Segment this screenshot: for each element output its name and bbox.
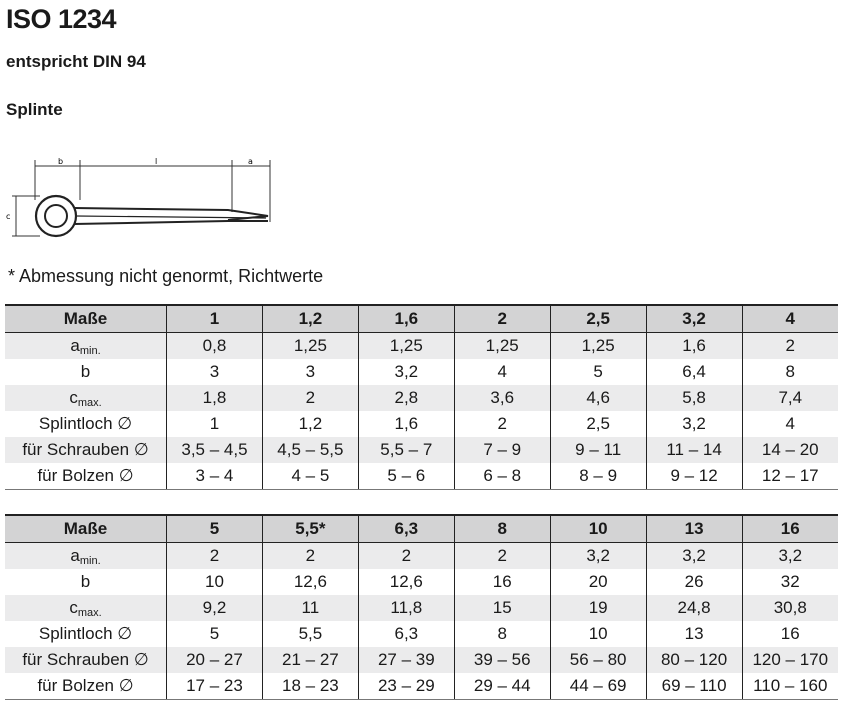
table-cell: 12,6 bbox=[262, 569, 358, 595]
table-row bbox=[5, 595, 838, 621]
table-cell: 12,6 bbox=[358, 569, 454, 595]
page-title: ISO 1234 bbox=[6, 4, 117, 34]
table-cell: 20 – 27 bbox=[167, 647, 263, 673]
table-row bbox=[5, 385, 838, 411]
table-cell: 6 – 8 bbox=[454, 463, 550, 490]
row-label-text: für Bolzen ∅ bbox=[37, 676, 134, 695]
table-cell: 16 bbox=[454, 569, 550, 595]
table-cell: 9 – 11 bbox=[550, 437, 646, 463]
table-cell: 2 bbox=[262, 385, 358, 411]
size-header: 1 bbox=[167, 305, 263, 333]
table-cell: 5,5 – 7 bbox=[358, 437, 454, 463]
table-cell: 3,2 bbox=[646, 543, 742, 570]
table-cell: 1,6 bbox=[358, 411, 454, 437]
table-cell: 4,6 bbox=[550, 385, 646, 411]
row-label-text: für Schrauben ∅ bbox=[22, 440, 149, 459]
size-header: 6,3 bbox=[358, 515, 454, 543]
table-cell: 7,4 bbox=[742, 385, 838, 411]
table-cell: 10 bbox=[550, 621, 646, 647]
table-row bbox=[5, 543, 838, 570]
size-header: 8 bbox=[454, 515, 550, 543]
size-header: 5,5* bbox=[262, 515, 358, 543]
size-header: 16 bbox=[742, 515, 838, 543]
size-header: 13 bbox=[646, 515, 742, 543]
row-label bbox=[5, 437, 167, 463]
table-cell: 2 bbox=[742, 333, 838, 360]
row-label-text: b bbox=[80, 362, 91, 381]
header-label: Maße bbox=[5, 305, 167, 333]
table-cell: 2,5 bbox=[550, 411, 646, 437]
table-cell: 11 – 14 bbox=[646, 437, 742, 463]
table-cell: 14 – 20 bbox=[742, 437, 838, 463]
table-row bbox=[5, 621, 838, 647]
table-cell: 26 bbox=[646, 569, 742, 595]
dimension-table-1 bbox=[5, 304, 838, 490]
row-label bbox=[5, 385, 167, 411]
table-cell: 11 bbox=[262, 595, 358, 621]
table-cell: 1,25 bbox=[262, 333, 358, 360]
table-cell: 39 – 56 bbox=[454, 647, 550, 673]
table-cell: 3 bbox=[262, 359, 358, 385]
row-label-subscript: min. bbox=[79, 554, 101, 567]
row-label-text: Splintloch ∅ bbox=[38, 414, 133, 433]
table-cell: 6,4 bbox=[646, 359, 742, 385]
table-cell: 3,2 bbox=[550, 543, 646, 570]
row-label bbox=[5, 569, 167, 595]
table-row bbox=[5, 673, 838, 700]
table-cell: 2 bbox=[167, 543, 263, 570]
table-cell: 3,2 bbox=[358, 359, 454, 385]
standard-reference: entspricht DIN 94 bbox=[6, 52, 146, 71]
table-cell: 24,8 bbox=[646, 595, 742, 621]
table-cell: 2,8 bbox=[358, 385, 454, 411]
row-label-text: a bbox=[70, 545, 80, 565]
table-cell: 4,5 – 5,5 bbox=[262, 437, 358, 463]
table-cell: 7 – 9 bbox=[454, 437, 550, 463]
table-cell: 1 bbox=[167, 411, 263, 437]
table-cell: 32 bbox=[742, 569, 838, 595]
row-label-text: c bbox=[69, 597, 78, 617]
dimension-b-label: b bbox=[58, 157, 64, 166]
footnote: * Abmessung nicht genormt, Richtwerte bbox=[8, 266, 324, 286]
table-cell: 5,5 bbox=[262, 621, 358, 647]
table-cell: 17 – 23 bbox=[167, 673, 263, 700]
table-cell: 3 bbox=[167, 359, 263, 385]
table-cell: 8 bbox=[454, 621, 550, 647]
table-cell: 21 – 27 bbox=[262, 647, 358, 673]
table-cell: 3,5 – 4,5 bbox=[167, 437, 263, 463]
row-label-subscript: min. bbox=[79, 344, 101, 357]
size-header: 5 bbox=[167, 515, 263, 543]
table-cell: 15 bbox=[454, 595, 550, 621]
table-cell: 3 – 4 bbox=[167, 463, 263, 490]
size-header: 3,2 bbox=[646, 305, 742, 333]
table-cell: 69 – 110 bbox=[646, 673, 742, 700]
row-label bbox=[5, 543, 167, 570]
table-cell: 110 – 160 bbox=[742, 673, 838, 700]
table-cell: 1,2 bbox=[262, 411, 358, 437]
row-label-text: b bbox=[80, 572, 91, 591]
row-label bbox=[5, 463, 167, 490]
table-cell: 4 bbox=[742, 411, 838, 437]
row-label bbox=[5, 359, 167, 385]
table-row bbox=[5, 647, 838, 673]
row-label-text: für Schrauben ∅ bbox=[22, 650, 149, 669]
table-cell: 4 – 5 bbox=[262, 463, 358, 490]
table-header-row bbox=[5, 515, 838, 543]
row-label bbox=[5, 673, 167, 700]
row-label bbox=[5, 647, 167, 673]
row-label-subscript: max. bbox=[77, 396, 102, 409]
table-header-row bbox=[5, 305, 838, 333]
size-header: 2 bbox=[454, 305, 550, 333]
table-cell: 29 – 44 bbox=[454, 673, 550, 700]
table-cell: 9 – 12 bbox=[646, 463, 742, 490]
table-cell: 80 – 120 bbox=[646, 647, 742, 673]
row-label bbox=[5, 411, 167, 437]
row-label-subscript: max. bbox=[77, 606, 102, 619]
table-cell: 3,2 bbox=[646, 411, 742, 437]
table-cell: 2 bbox=[454, 411, 550, 437]
table-cell: 19 bbox=[550, 595, 646, 621]
table-cell: 120 – 170 bbox=[742, 647, 838, 673]
section-heading: Splinte bbox=[6, 100, 63, 119]
table-cell: 23 – 29 bbox=[358, 673, 454, 700]
size-header: 4 bbox=[742, 305, 838, 333]
table-cell: 5 bbox=[550, 359, 646, 385]
table-cell: 5 – 6 bbox=[358, 463, 454, 490]
table-cell: 12 – 17 bbox=[742, 463, 838, 490]
table-cell: 3,6 bbox=[454, 385, 550, 411]
table-cell: 8 bbox=[742, 359, 838, 385]
table-cell: 20 bbox=[550, 569, 646, 595]
header-label: Maße bbox=[5, 515, 167, 543]
table-row bbox=[5, 333, 838, 360]
table-cell: 2 bbox=[358, 543, 454, 570]
size-header: 1,2 bbox=[262, 305, 358, 333]
row-label-text: für Bolzen ∅ bbox=[37, 466, 134, 485]
table-cell: 16 bbox=[742, 621, 838, 647]
row-label-text: c bbox=[69, 387, 78, 407]
table-cell: 1,6 bbox=[646, 333, 742, 360]
table-row bbox=[5, 359, 838, 385]
table-cell: 1,8 bbox=[167, 385, 263, 411]
table-cell: 9,2 bbox=[167, 595, 263, 621]
table-cell: 13 bbox=[646, 621, 742, 647]
dimension-table-2 bbox=[5, 514, 838, 700]
row-label bbox=[5, 333, 167, 360]
table-cell: 5,8 bbox=[646, 385, 742, 411]
table-row bbox=[5, 569, 838, 595]
table-cell: 11,8 bbox=[358, 595, 454, 621]
dimension-a-label: a bbox=[248, 157, 253, 166]
table-cell: 1,25 bbox=[454, 333, 550, 360]
table-cell: 8 – 9 bbox=[550, 463, 646, 490]
row-label bbox=[5, 595, 167, 621]
table-cell: 10 bbox=[167, 569, 263, 595]
row-label bbox=[5, 621, 167, 647]
table-cell: 2 bbox=[262, 543, 358, 570]
table-cell: 44 – 69 bbox=[550, 673, 646, 700]
table-row bbox=[5, 411, 838, 437]
size-header: 1,6 bbox=[358, 305, 454, 333]
table-cell: 0,8 bbox=[167, 333, 263, 360]
row-label-text: a bbox=[70, 335, 80, 355]
table-cell: 18 – 23 bbox=[262, 673, 358, 700]
table-cell: 5 bbox=[167, 621, 263, 647]
dimension-l-label: l bbox=[155, 157, 158, 166]
table-cell: 4 bbox=[454, 359, 550, 385]
table-cell: 1,25 bbox=[358, 333, 454, 360]
table-cell: 30,8 bbox=[742, 595, 838, 621]
cotter-pin-drawing bbox=[0, 150, 280, 250]
table-cell: 1,25 bbox=[550, 333, 646, 360]
table-row bbox=[5, 463, 838, 490]
table-cell: 27 – 39 bbox=[358, 647, 454, 673]
row-label-text: Splintloch ∅ bbox=[38, 624, 133, 643]
size-header: 2,5 bbox=[550, 305, 646, 333]
table-row bbox=[5, 437, 838, 463]
table-cell: 56 – 80 bbox=[550, 647, 646, 673]
dimension-c-label: c bbox=[6, 212, 11, 221]
table-cell: 2 bbox=[454, 543, 550, 570]
table-cell: 6,3 bbox=[358, 621, 454, 647]
size-header: 10 bbox=[550, 515, 646, 543]
table-cell: 3,2 bbox=[742, 543, 838, 570]
